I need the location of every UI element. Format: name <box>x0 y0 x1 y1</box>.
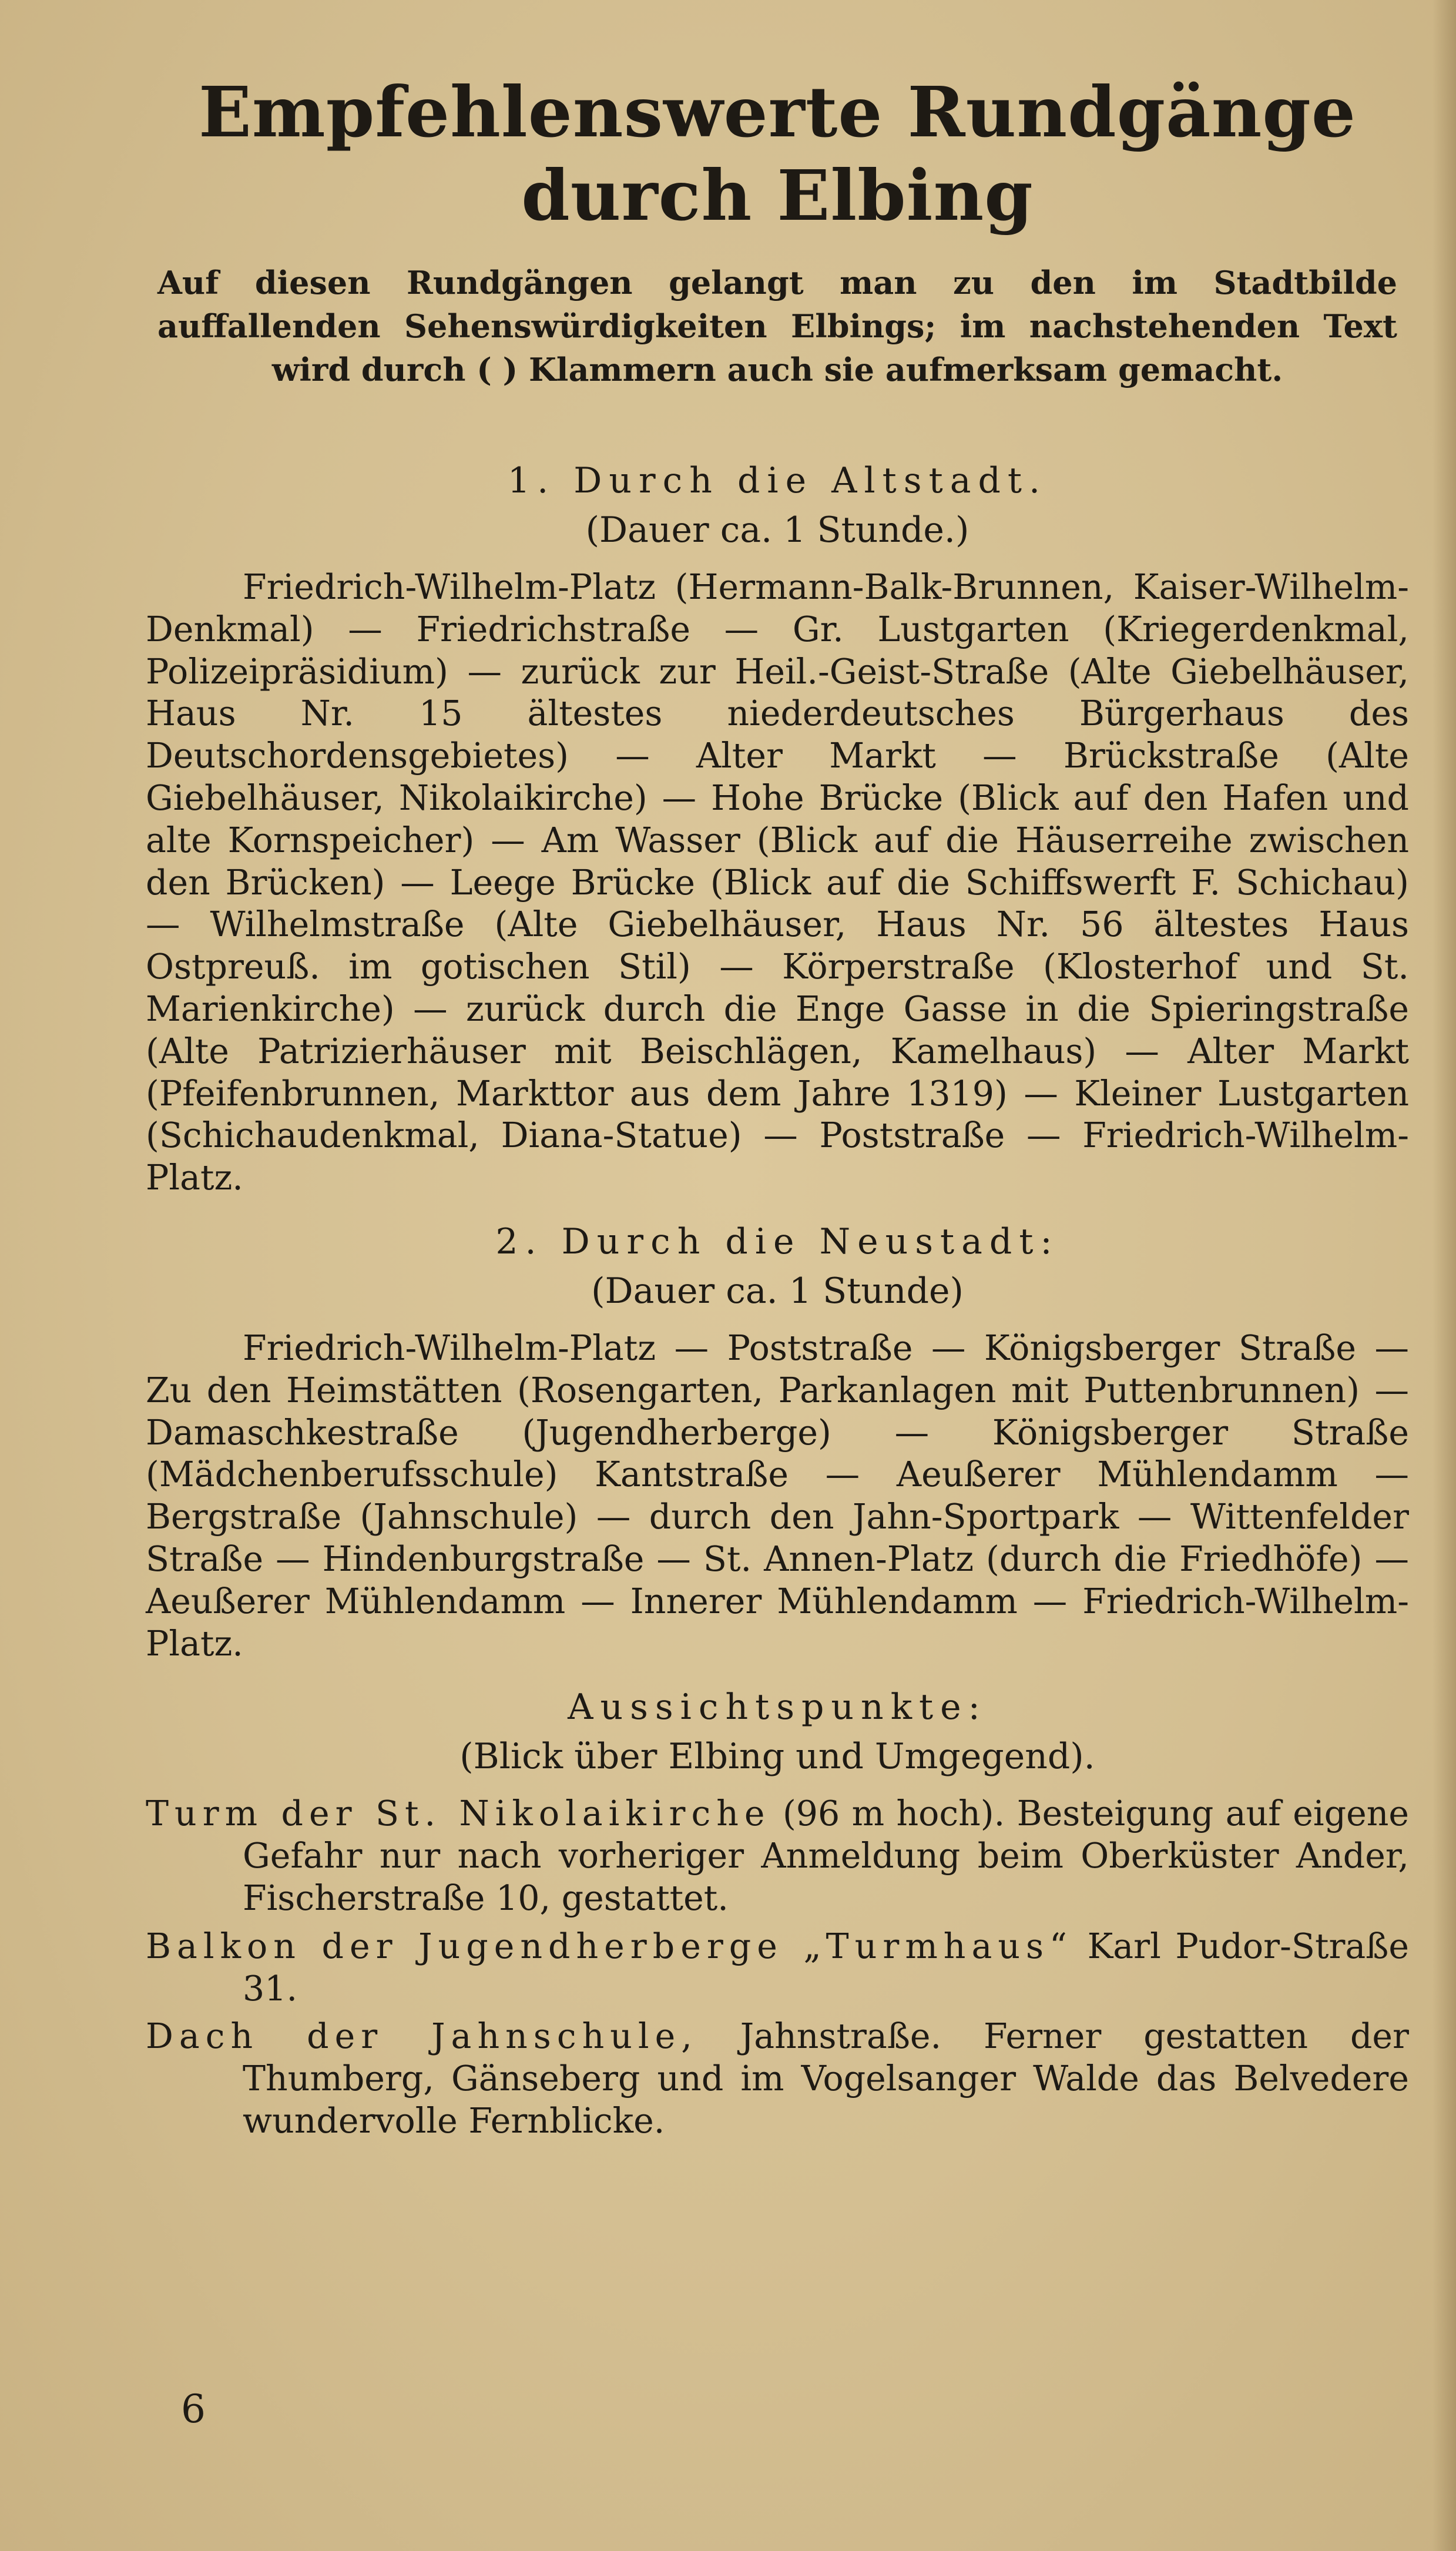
viewpoints-subheading: (Blick über Elbing und Umgegend). <box>459 1736 1095 1778</box>
section-duration-neustadt: (Dauer ca. 1 Stunde) <box>591 1270 964 1312</box>
route-text-neustadt: Friedrich-Wilhelm-Platz — Poststraße — Königsberger Straße — Zu den Heimstätten (Rosengarten, Parkanlagen mit Puttenbrunnen) — Damaschkestraße (Jugendherberge) — Königsberger Straße (Mädchenberufsschule) Kantstraße — Aeußerer Mühlendamm — Bergstraße (Jahnschule) — durch den Jahn-Sportpark — Wittenfelder Straße — Hindenburgstraße — St. Annen-Platz (durch die Friedhöfe) — Aeußerer Mühlendamm — Innerer Mühlendamm — Friedrich-Wilhelm-Platz. <box>146 1328 1409 1664</box>
page-content <box>146 71 1409 2148</box>
section-viewpoints <box>146 1682 1409 2142</box>
section-duration-altstadt: (Dauer ca. 1 Stunde.) <box>585 509 969 551</box>
page-edge-shadow <box>1432 0 1456 2551</box>
viewpoint-item <box>146 1926 1409 2010</box>
section-heading-neustadt: 2. Durch die Neustadt: <box>495 1221 1059 1262</box>
viewpoint-text: Jahnstraße. Ferner gestatten der Thumberg, Gänseberg und im Vogelsanger Walde das Belvedere wundervolle Fernblicke. <box>243 2016 1409 2141</box>
viewpoint-name: Balkon der Jugendherberge „Turmhaus“ <box>146 1926 1073 1966</box>
viewpoint-item <box>146 1793 1409 1919</box>
route-text-altstadt: Friedrich-Wilhelm-Platz (Hermann-Balk-Brunnen, Kaiser-Wilhelm-Denkmal) — Friedrichstraße — Gr. Lustgarten (Kriegerdenkmal, Polizeipräsidium) — zurück zur Heil.-Geist-Straße (Alte Giebelhäuser, Haus Nr. 15 ältestes niederdeutsches Bürgerhaus des Deutschordensgebietes) — Alter Markt — Brückstraße (Alte Giebelhäuser, Nikolaikirche) — Hohe Brücke (Blick auf den Hafen und alte Kornspeicher) — Am Wasser (Blick auf die Häuserreihe zwischen den Brücken) — Leege Brücke (Blick auf die Schiffswerft F. Schichau) — Wilhelmstraße (Alte Giebelhäuser, Haus Nr. 56 ältestes Haus Ostpreuß. im gotischen Stil) — Körperstraße (Klosterhof und St. Marienkirche) — zurück durch die Enge Gasse in die Spieringstraße (Alte Patrizierhäuser mit Beischlägen, Kamelhaus) — Alter Markt (Pfeifenbrunnen, Markttor aus dem Jahre 1319) — Kleiner Lustgarten (Schichaudenkmal, Diana-Statue) — Poststraße — Friedrich-Wilhelm-Platz. <box>146 567 1409 1198</box>
viewpoint-text: Karl Pudor-Straße 31. <box>243 1926 1409 2009</box>
viewpoint-name: Turm der St. Nikolaikirche <box>146 1794 771 1834</box>
section-heading-altstadt: 1. Durch die Altstadt. <box>507 460 1048 501</box>
viewpoints-heading: Aussichtspunkte: <box>568 1687 987 1728</box>
section-altstadt <box>146 456 1409 1199</box>
page-number: 6 <box>181 2386 206 2432</box>
viewpoint-item <box>146 2016 1409 2142</box>
intro-paragraph: Auf diesen Rundgängen gelangt man zu den im Stadtbilde auffallenden Sehenswürdigkeiten Elbings; im nachstehenden Text wird durch ( ) Klammern auch sie aufmerksam gemacht. <box>157 264 1397 388</box>
page-title: Empfehlenswerte Rundgänge durch Elbing <box>198 71 1357 236</box>
viewpoint-name: Dach der Jahnschule, <box>146 2016 698 2057</box>
viewpoint-text: (96 m hoch). Besteigung auf eigene Gefahr nur nach vorheriger Anmeldung beim Oberküster Ander, Fischerstraße 10, gestattet. <box>243 1794 1409 1918</box>
section-neustadt <box>146 1217 1409 1665</box>
